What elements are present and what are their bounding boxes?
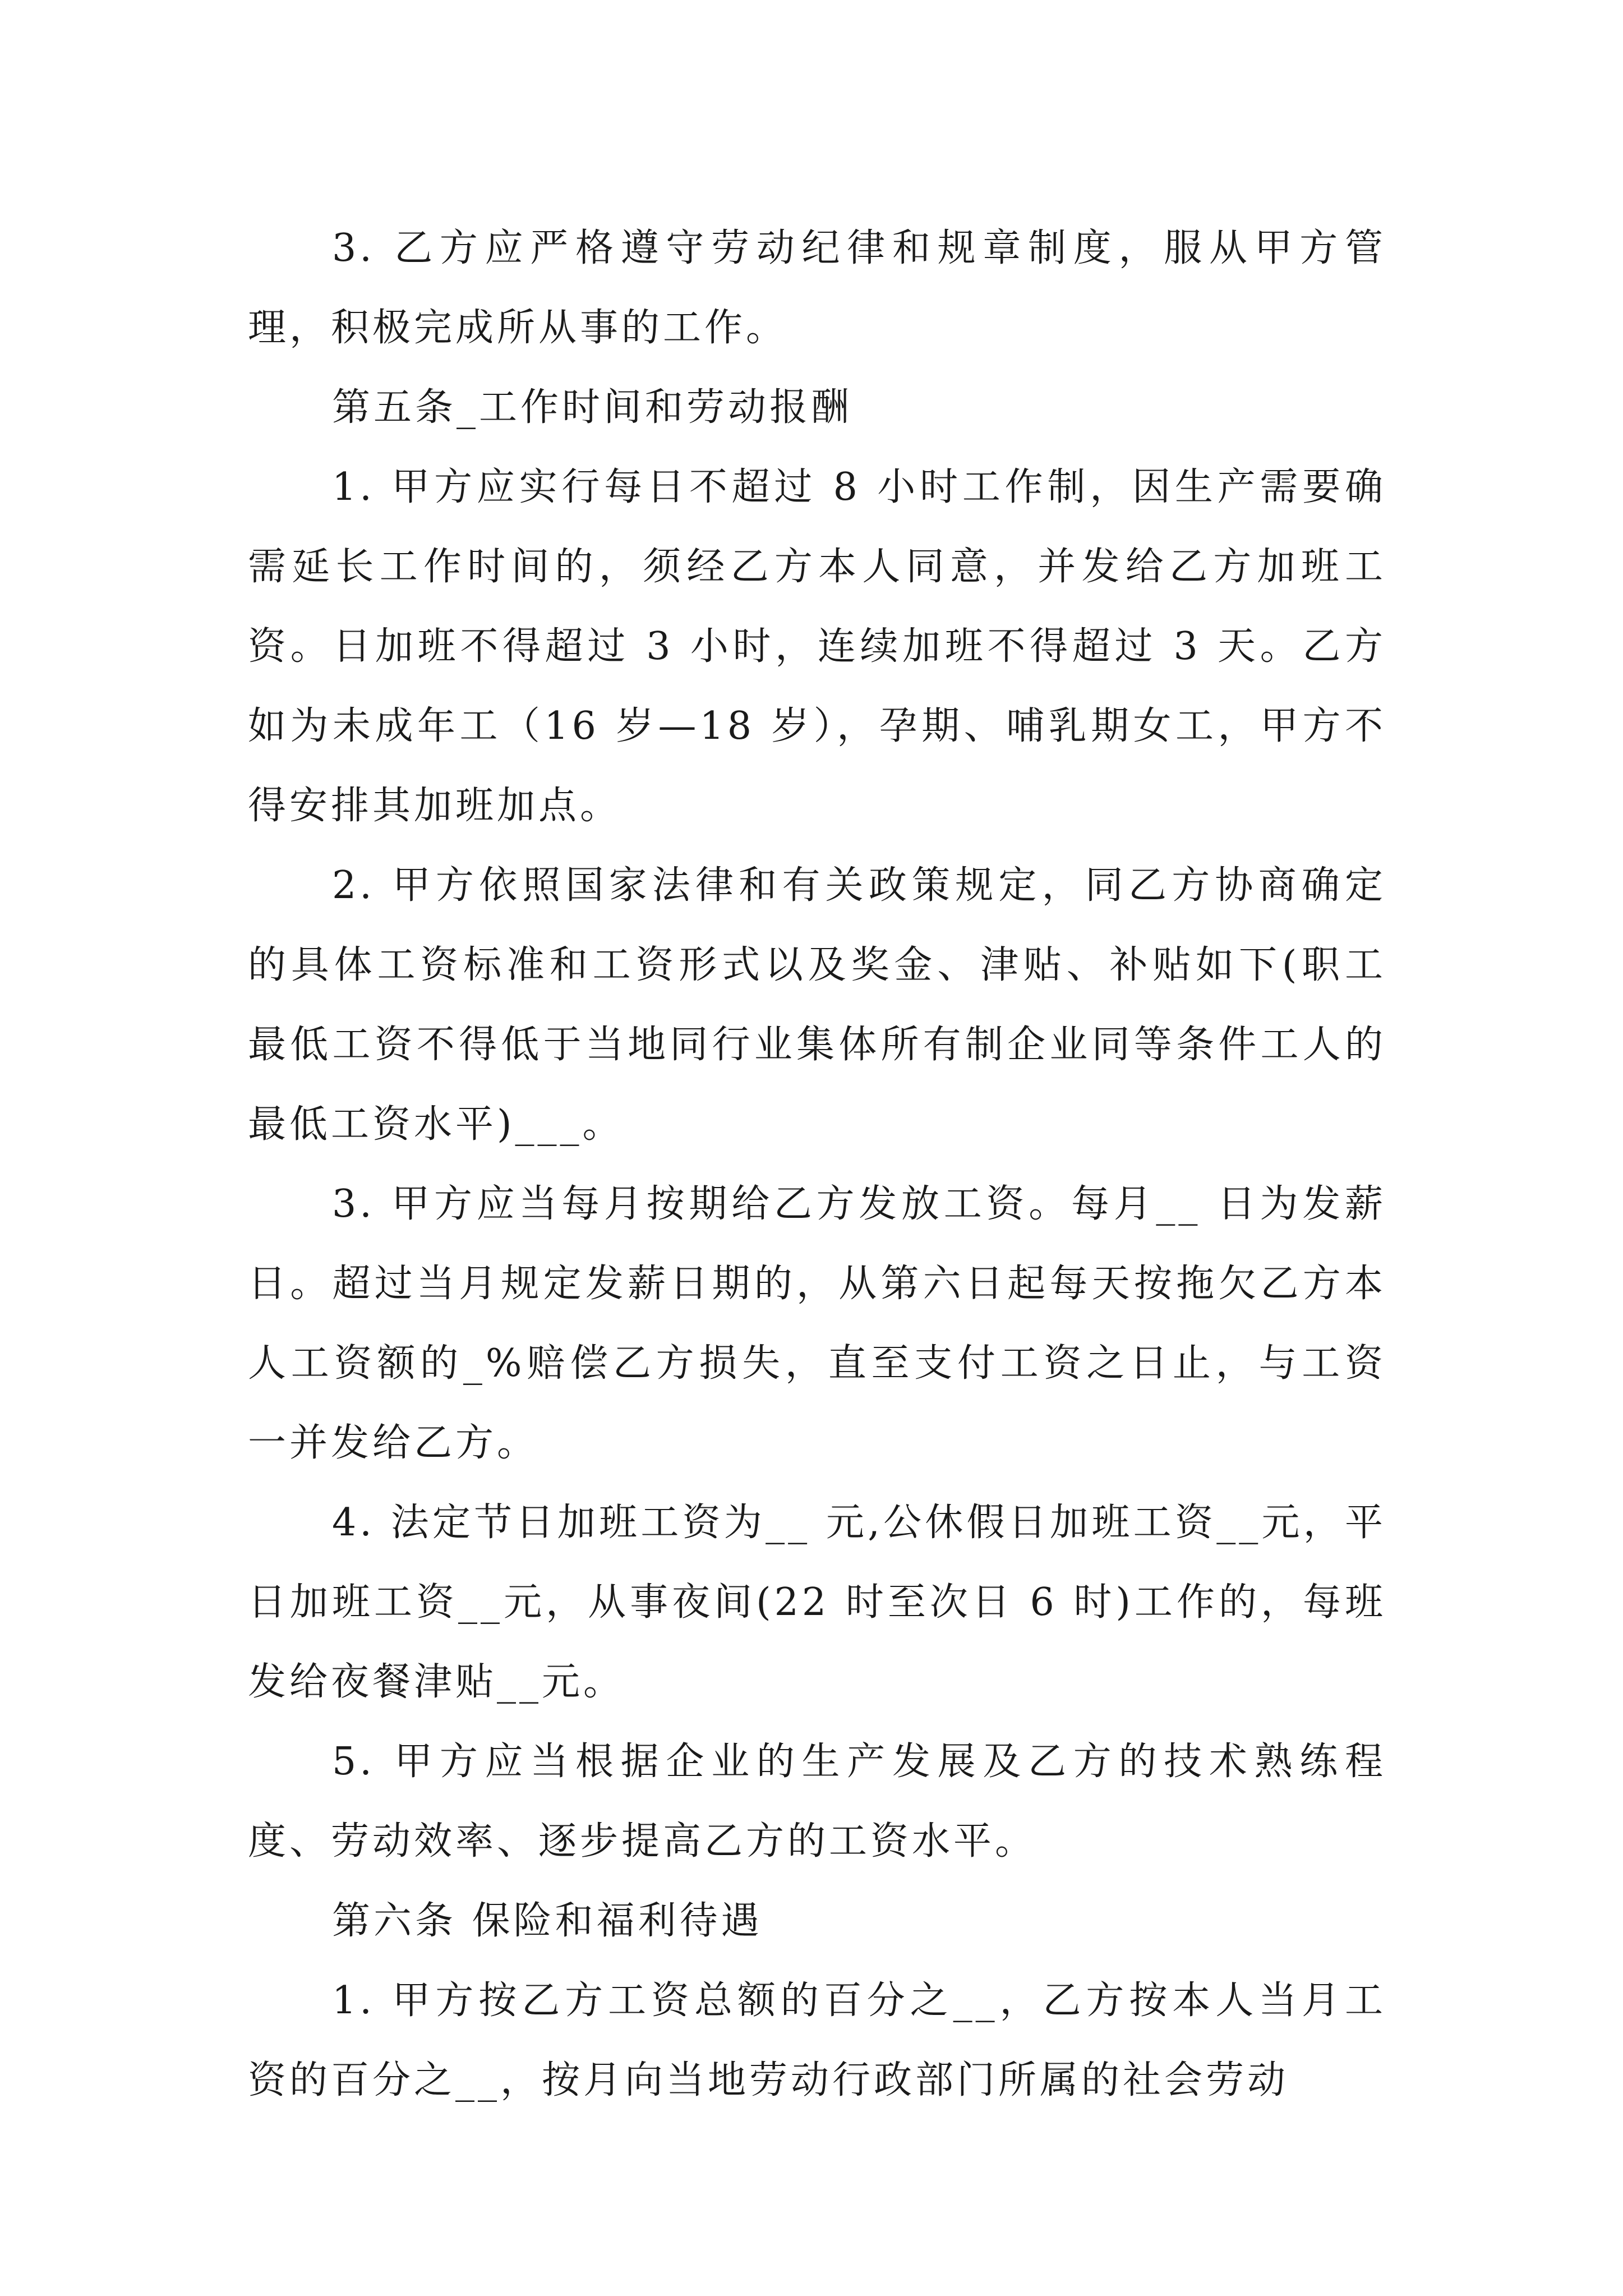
clause-4-item-3: 3. 乙方应严格遵守劳动纪律和规章制度，服从甲方管理，积极完成所从事的工作。 [248,226,1386,350]
article-5-heading: 第五条_工作时间和劳动报酬 [332,385,853,430]
clause-5-item-5: 5. 甲方应当根据企业的生产发展及乙方的技术熟练程度、劳动效率、逐步提高乙方的工资水平。 [248,1740,1386,1864]
clause-5-item-4: 4. 法定节日加班工资为__ 元,公休假日加班工资__元，平日加班工资__元，从事夜间(22 时至次日 6 时)工作的，每班发给夜餐津贴__元。 [248,1501,1386,1704]
article-6-heading: 第六条 保险和福利待遇 [332,1899,763,1943]
clause-5-item-1: 1. 甲方应实行每日不超过 8 小时工作制，因生产需要确需延长工作时间的，须经乙方本人同意，并发给乙方加班工资。日加班不得超过 3 小时，连续加班不得超过 3 天。乙方如为未成年工（16 岁—18 岁），孕期、哺乳期女工，甲方不得安排其加班加点。 [248,465,1386,828]
clause-5-item-3: 3. 甲方应当每月按期给乙方发放工资。每月__ 日为发薪日。超过当月规定发薪日期的，从第六日起每天按拖欠乙方本人工资额的_%赔偿乙方损失，直至支付工资之日止，与工资一并发给乙方。 [248,1182,1386,1465]
document-body [248,209,1386,2120]
clause-6-item-1: 1. 甲方按乙方工资总额的百分之__，乙方按本人当月工资的百分之__，按月向当地劳动行政部门所属的社会劳动 [248,1978,1386,2102]
clause-5-item-2: 2. 甲方依照国家法律和有关政策规定，同乙方协商确定的具体工资标准和工资形式以及奖金、津贴、补贴如下(职工最低工资不得低于当地同行业集体所有制企业同等条件工人的最低工资水平)___。 [248,863,1386,1147]
